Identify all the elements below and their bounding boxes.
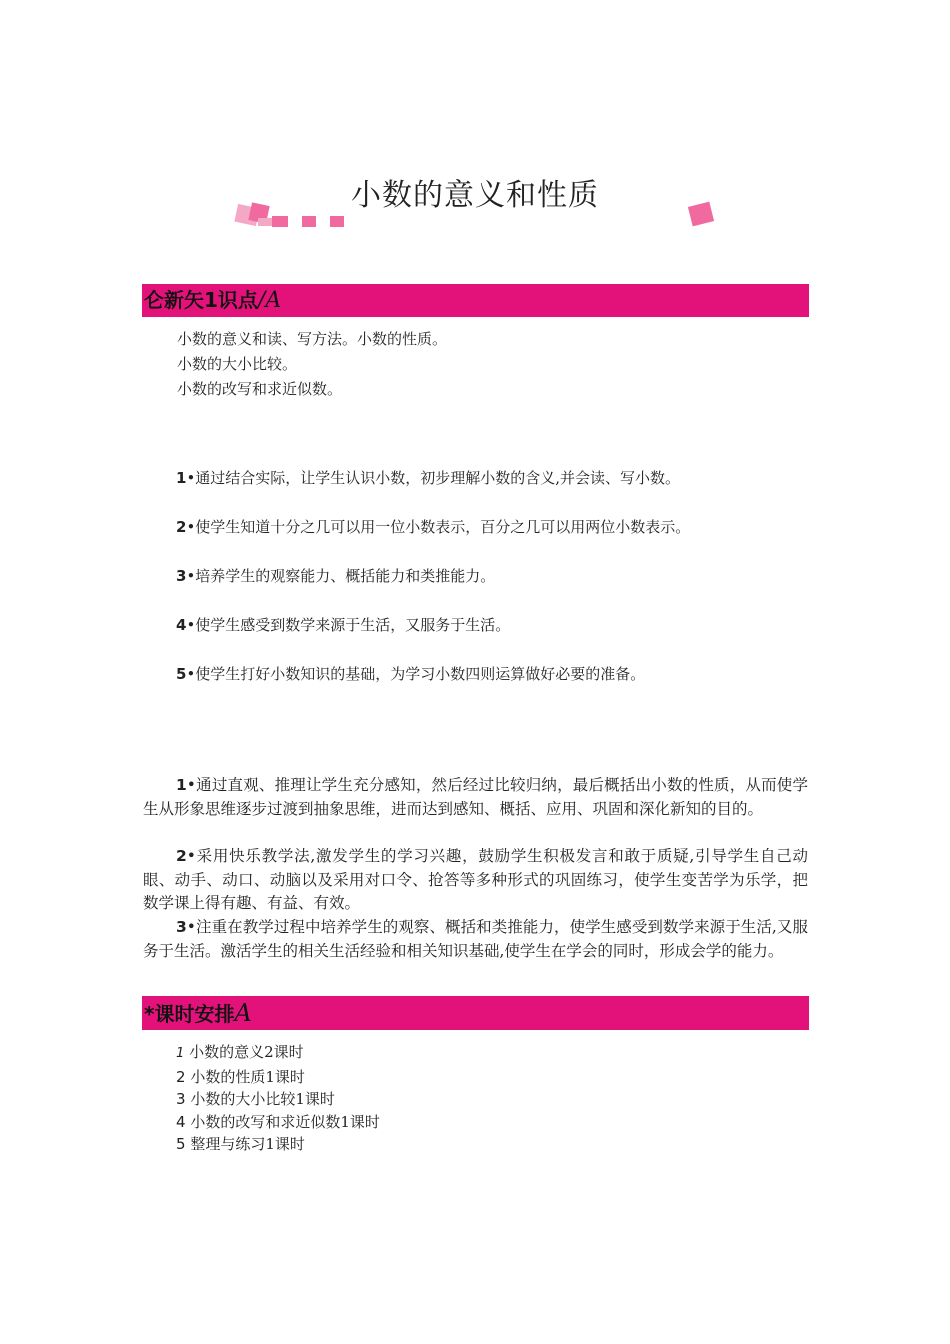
decoration-square xyxy=(688,202,714,227)
goal-number: 1 xyxy=(176,469,187,487)
banner-heading-tail: A xyxy=(234,999,252,1027)
method-number: 3 xyxy=(176,918,187,936)
goal-number: 3 xyxy=(176,567,187,585)
knowledge-line: 小数的大小比较。 xyxy=(177,355,298,373)
method-text: •通过直观、推理让学生充分感知，然后经过比较归纳，最后概括出小数的性质，从而使学生从形象思维逐步过渡到抽象思维，进而达到感知、概括、应用、巩固和深化新知的目的。 xyxy=(143,776,808,818)
schedule-text: 小数的改写和求近似数1课时 xyxy=(190,1112,380,1131)
goal-number: 5 xyxy=(176,665,187,683)
decoration-square xyxy=(302,216,316,227)
decoration-square xyxy=(272,216,288,227)
decoration-square xyxy=(258,218,272,226)
section-banner-knowledge xyxy=(142,284,809,317)
schedule-list xyxy=(176,1041,380,1156)
schedule-number: 2 xyxy=(176,1067,186,1086)
goal-text: •使学生打好小数知识的基础，为学习小数四则运算做好必要的准备。 xyxy=(186,665,646,683)
goal-item xyxy=(176,614,510,635)
schedule-item xyxy=(176,1041,380,1066)
method-text: •注重在教学过程中培养学生的观察、概括和类推能力，使学生感受到数学来源于生活,又服务于生活。激活学生的相关生活经验和相关知识基础,使学生在学会的同时，形成会学的能力。 xyxy=(143,918,808,960)
method-number: 2 xyxy=(176,847,187,865)
method-paragraph xyxy=(143,845,808,916)
goal-item xyxy=(176,516,690,537)
banner-heading: *课时安排 xyxy=(144,1002,235,1026)
schedule-text: 小数的大小比较1课时 xyxy=(190,1090,335,1108)
schedule-number: 3 xyxy=(176,1090,186,1108)
page-title: 小数的意义和性质 xyxy=(351,178,599,213)
knowledge-line: 小数的意义和读、写方法。小数的性质。 xyxy=(177,330,448,348)
goal-text: •培养学生的观察能力、概括能力和类推能力。 xyxy=(186,567,496,585)
schedule-number: 4 xyxy=(176,1112,186,1131)
decoration-square xyxy=(330,216,344,227)
method-text: •采用快乐教学法,激发学生的学习兴趣，鼓励学生积极发言和敢于质疑,引导学生自己动眼、动手、动口、动脑以及采用对口令、抢答等多种形式的巩固练习，使学生变苦学为乐学，把数学课上得有趣、有益、有效。 xyxy=(143,847,808,912)
goal-number: 4 xyxy=(176,616,187,634)
goal-text: •使学生知道十分之几可以用一位小数表示，百分之几可以用两位小数表示。 xyxy=(186,518,691,536)
schedule-text: 小数的意义2课时 xyxy=(189,1043,304,1061)
goal-number: 2 xyxy=(176,518,187,536)
schedule-item xyxy=(176,1133,380,1156)
schedule-text: 小数的性质1课时 xyxy=(190,1067,305,1086)
schedule-item xyxy=(176,1066,380,1089)
method-paragraph xyxy=(143,774,808,821)
schedule-item xyxy=(176,1088,380,1111)
banner-heading: 仑新矢1识点 xyxy=(144,288,258,312)
goal-item xyxy=(176,663,645,684)
knowledge-line: 小数的改写和求近似数。 xyxy=(177,380,343,398)
banner-heading-tail: /A xyxy=(257,288,282,313)
schedule-text: 整理与练习1课时 xyxy=(190,1135,305,1153)
schedule-item xyxy=(176,1111,380,1134)
method-paragraph xyxy=(143,916,808,963)
goal-item xyxy=(176,565,495,586)
schedule-number: 5 xyxy=(176,1135,186,1153)
schedule-number: 1 xyxy=(176,1046,185,1061)
goal-text: •使学生感受到数学来源于生活，又服务于生活。 xyxy=(186,616,511,634)
goal-text: •通过结合实际，让学生认识小数，初步理解小数的含义,并会读、写小数。 xyxy=(186,469,681,487)
section-banner-schedule xyxy=(142,996,809,1030)
method-number: 1 xyxy=(176,776,187,794)
goal-item xyxy=(176,467,680,488)
